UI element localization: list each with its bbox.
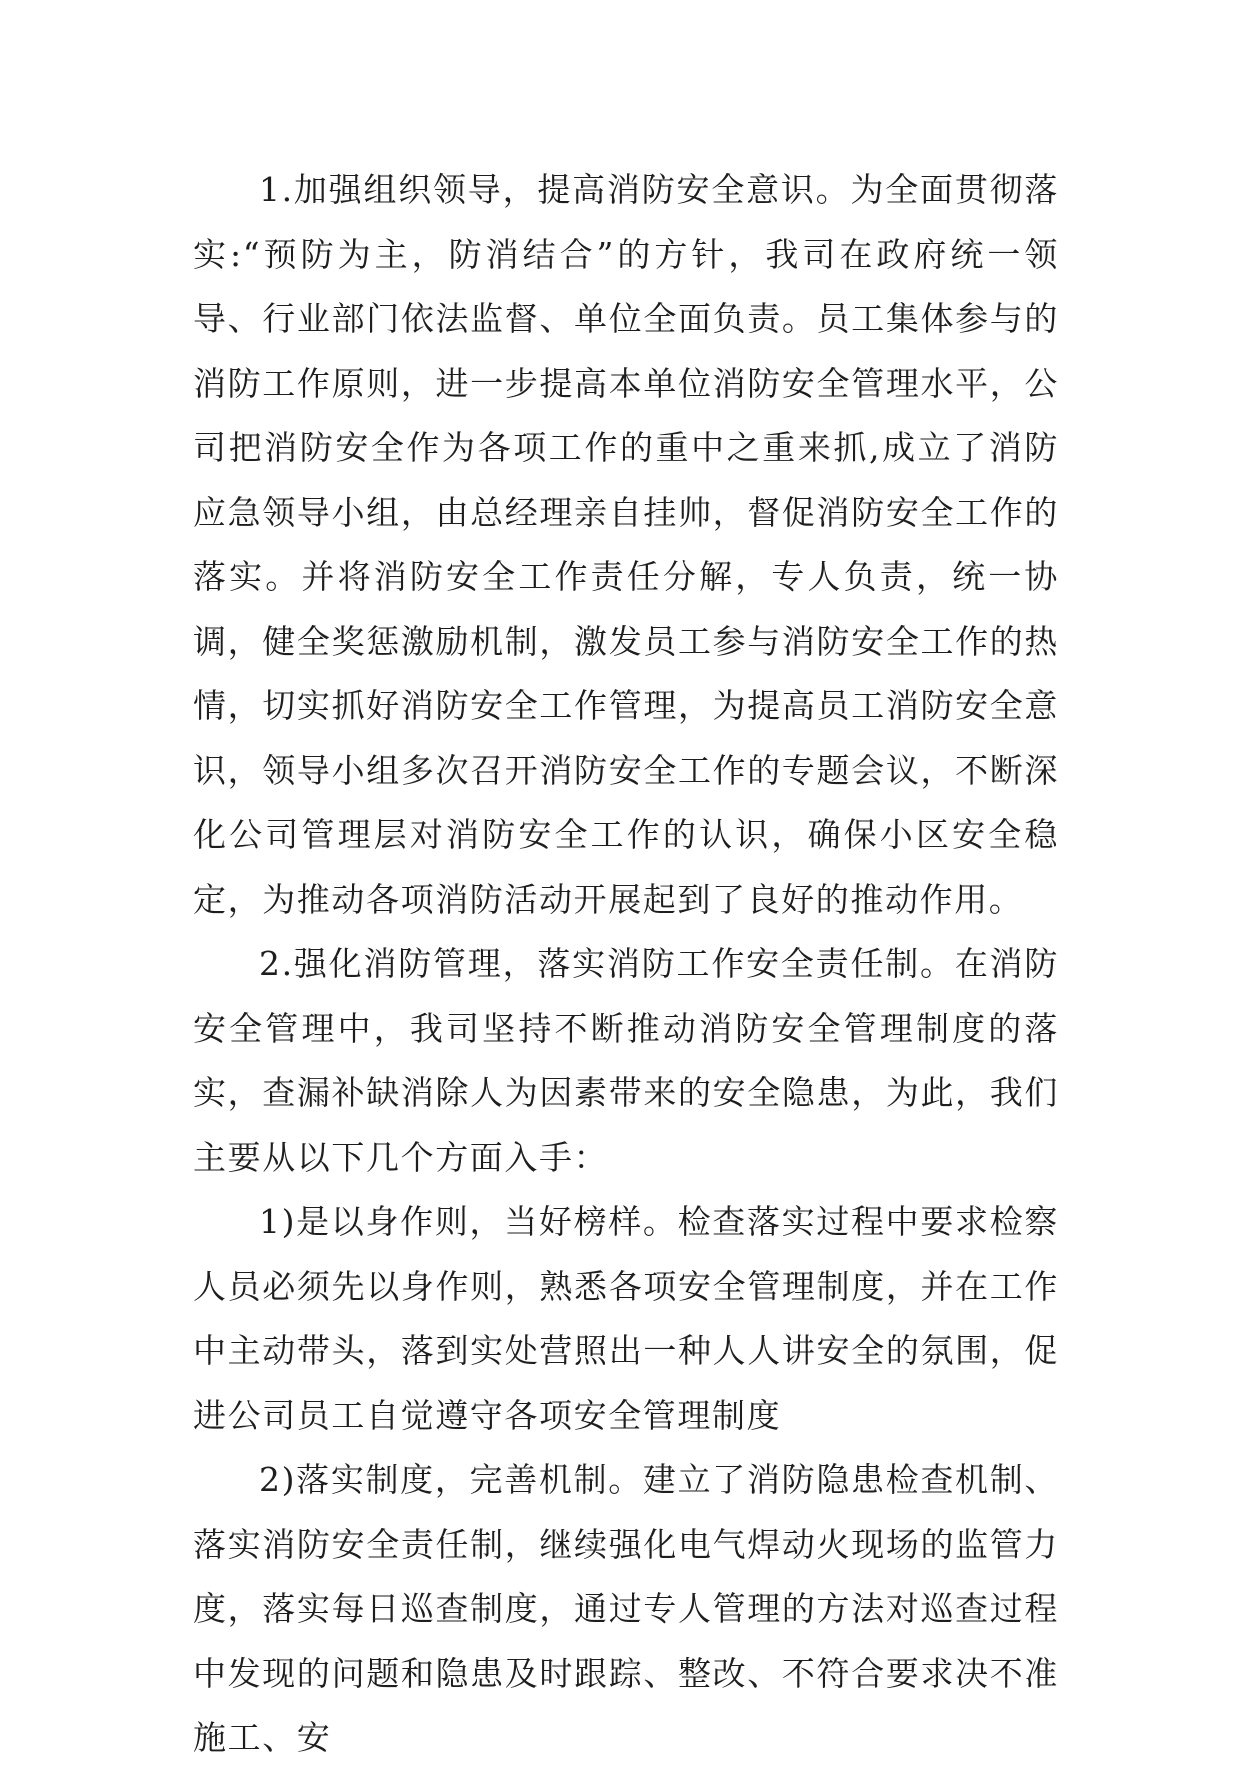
paragraph-2: 2.强化消防管理，落实消防工作安全责任制。在消防安全管理中，我司坚持不断推动消防安全管理制度的落实，查漏补缺消除人为因素带来的安全隐患，为此，我们主要从以下几个方面入手：	[193, 944, 1059, 1177]
document-body	[193, 158, 1059, 1771]
paragraph-1: 1.加强组织领导，提高消防安全意识。为全面贯彻落实:“预防为主，防消结合”的方针，我司在政府统一领导、行业部门依法监督、单位全面负责。员工集体参与的消防工作原则，进一步提高本单位消防安全管理水平，公司把消防安全作为各项工作的重中之重来抓,成立了消防应急领导小组，由总经理亲自挂帅，督促消防安全工作的落实。并将消防安全工作责任分解，专人负责，统一协调，健全奖惩激励机制，激发员工参与消防安全工作的热情，切实抓好消防安全工作管理，为提高员工消防安全意识，领导小组多次召开消防安全工作的专题会议，不断深化公司管理层对消防安全工作的认识，确保小区安全稳定，为推动各项消防活动开展起到了良好的推动作用。	[193, 170, 1059, 919]
paragraph-4: 2)落实制度，完善机制。建立了消防隐患检查机制、落实消防安全责任制，继续强化电气焊动火现场的监管力度，落实每日巡查制度，通过专人管理的方法对巡查过程中发现的问题和隐患及时跟踪、整改、不符合要求决不准施工、安	[193, 1460, 1059, 1757]
paragraph-3: 1)是以身作则，当好榜样。检查落实过程中要求检察人员必须先以身作则，熟悉各项安全管理制度，并在工作中主动带头，落到实处营照出一种人人讲安全的氛围，促进公司员工自觉遵守各项安全管理制度	[193, 1202, 1059, 1435]
